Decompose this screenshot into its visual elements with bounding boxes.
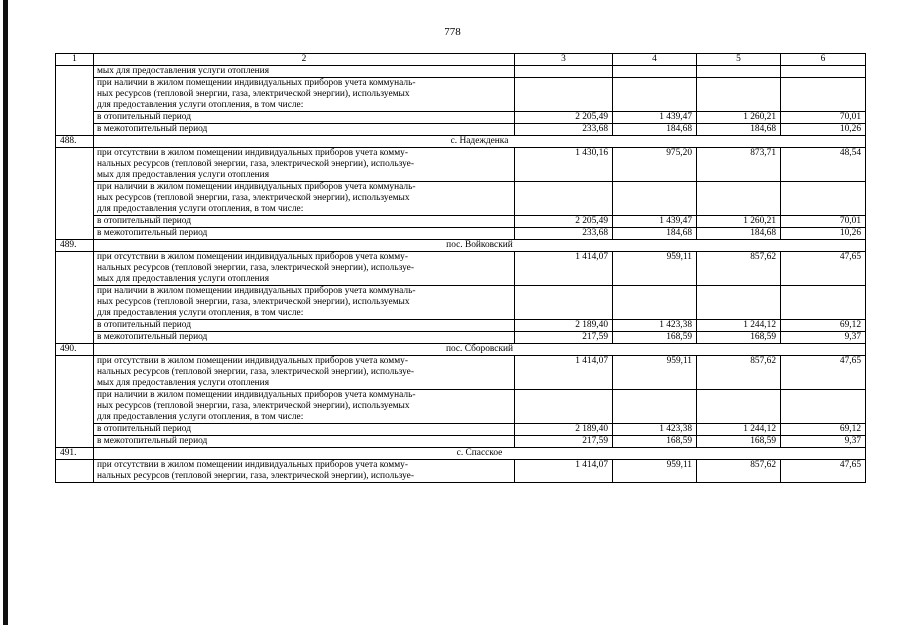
- description-row: [56, 182, 866, 216]
- value-col-4: [613, 182, 697, 216]
- value-col-5: 857,62: [697, 460, 781, 483]
- value-col-5: 857,62: [697, 252, 781, 286]
- value-col-5: 168,59: [697, 332, 781, 344]
- value-col-4: [613, 286, 697, 320]
- value-col-5: 184,68: [697, 124, 781, 136]
- period-row: [56, 124, 866, 136]
- description-line: нальных ресурсов (тепловой энергии, газа, электрической энергии), используе-: [97, 471, 414, 481]
- locality-name: пос. Войковский: [94, 240, 866, 252]
- description-line: мых для предоставления услуги отопления: [97, 274, 270, 284]
- description-line: при отсутствии в жилом помещении индивидуальных приборов учета комму-: [97, 460, 408, 470]
- value-col-4: 959,11: [613, 252, 697, 286]
- locality-name: с. Надежденка: [94, 136, 866, 148]
- value-col-4: 975,20: [613, 148, 697, 182]
- description-line: нальных ресурсов (тепловой энергии, газа, электрической энергии), используе-: [97, 367, 414, 377]
- period-row: [56, 216, 866, 228]
- description-line: в отопительный период: [97, 320, 191, 330]
- tariff-table: [55, 53, 866, 483]
- tariff-table-body: [56, 54, 866, 483]
- value-col-6: [781, 66, 866, 78]
- description-line: нальных ресурсов (тепловой энергии, газа, электрической энергии), используе-: [97, 263, 414, 273]
- value-col-4: [613, 78, 697, 112]
- row-number-spacer: [56, 460, 94, 483]
- period-row: [56, 320, 866, 332]
- value-col-5: 1 244,12: [697, 424, 781, 436]
- row-description: [94, 436, 515, 448]
- value-col-3: 2 205,49: [515, 216, 613, 228]
- period-row: [56, 112, 866, 124]
- value-col-6: [781, 286, 866, 320]
- row-description: [94, 356, 515, 390]
- description-line: ных ресурсов (тепловой энергии, газа, электрической энергии), используемых: [97, 297, 410, 307]
- value-col-5: 1 260,21: [697, 112, 781, 124]
- row-description: [94, 332, 515, 344]
- locality-row: [56, 344, 866, 356]
- row-number: 490.: [56, 344, 94, 356]
- period-row: [56, 228, 866, 240]
- page-number: 778: [444, 26, 461, 38]
- value-col-5: [697, 286, 781, 320]
- value-col-3: [515, 286, 613, 320]
- table-header-row: [56, 54, 866, 66]
- value-col-3: [515, 390, 613, 424]
- value-col-4: 184,68: [613, 124, 697, 136]
- page-binding-line: [3, 0, 8, 625]
- value-col-6: 47,65: [781, 252, 866, 286]
- row-description: [94, 66, 515, 78]
- row-description: [94, 424, 515, 436]
- row-description: [94, 216, 515, 228]
- row-number-spacer: [56, 356, 94, 448]
- description-row: [56, 148, 866, 182]
- value-col-3: [515, 66, 613, 78]
- row-description: [94, 252, 515, 286]
- description-row: [56, 460, 866, 483]
- row-description: [94, 78, 515, 112]
- value-col-6: 69,12: [781, 320, 866, 332]
- row-number: 488.: [56, 136, 94, 148]
- value-col-4: [613, 66, 697, 78]
- description-line: в межотопительный период: [97, 124, 208, 134]
- description-line: мых для предоставления услуги отопления: [97, 170, 270, 180]
- value-col-3: 1 430,16: [515, 148, 613, 182]
- description-line: в отопительный период: [97, 112, 191, 122]
- value-col-5: [697, 78, 781, 112]
- row-description: [94, 286, 515, 320]
- description-line: мых для предоставления услуги отопления: [97, 378, 270, 388]
- value-col-4: 184,68: [613, 228, 697, 240]
- value-col-6: 9,37: [781, 332, 866, 344]
- row-description: [94, 112, 515, 124]
- value-col-3: 2 189,40: [515, 424, 613, 436]
- column-header: 6: [781, 54, 866, 66]
- description-row: [56, 78, 866, 112]
- value-col-3: 1 414,07: [515, 356, 613, 390]
- value-col-6: 48,54: [781, 148, 866, 182]
- row-description: [94, 460, 515, 483]
- column-header: 4: [613, 54, 697, 66]
- row-number: 491.: [56, 448, 94, 460]
- value-col-5: [697, 66, 781, 78]
- description-line: для предоставления услуги отопления, в том числе:: [97, 100, 304, 110]
- value-col-6: 10,26: [781, 124, 866, 136]
- description-line: для предоставления услуги отопления, в том числе:: [97, 412, 304, 422]
- value-col-6: 10,26: [781, 228, 866, 240]
- row-description: [94, 182, 515, 216]
- description-line: в межотопительный период: [97, 228, 208, 238]
- period-row: [56, 436, 866, 448]
- value-col-5: 1 260,21: [697, 216, 781, 228]
- description-line: при отсутствии в жилом помещении индивидуальных приборов учета комму-: [97, 356, 408, 366]
- row-number-spacer: [56, 148, 94, 240]
- value-col-5: 857,62: [697, 356, 781, 390]
- value-col-3: 233,68: [515, 124, 613, 136]
- description-line: при отсутствии в жилом помещении индивидуальных приборов учета комму-: [97, 148, 408, 158]
- period-row: [56, 332, 866, 344]
- value-col-6: 9,37: [781, 436, 866, 448]
- description-line: при наличии в жилом помещении индивидуальных приборов учета коммуналь-: [97, 78, 416, 88]
- value-col-5: 168,59: [697, 436, 781, 448]
- column-header: 2: [94, 54, 515, 66]
- locality-name: пос. Сборовский: [94, 344, 866, 356]
- value-col-6: [781, 182, 866, 216]
- description-line: при наличии в жилом помещении индивидуальных приборов учета коммуналь-: [97, 182, 416, 192]
- description-line: в межотопительный период: [97, 436, 208, 446]
- row-number-spacer: [56, 66, 94, 136]
- value-col-4: 168,59: [613, 436, 697, 448]
- value-col-3: 217,59: [515, 436, 613, 448]
- value-col-3: 2 189,40: [515, 320, 613, 332]
- value-col-5: 1 244,12: [697, 320, 781, 332]
- value-col-3: 217,59: [515, 332, 613, 344]
- description-line: ных ресурсов (тепловой энергии, газа, электрической энергии), используемых: [97, 193, 410, 203]
- value-col-3: [515, 78, 613, 112]
- value-col-3: 233,68: [515, 228, 613, 240]
- description-line: в отопительный период: [97, 216, 191, 226]
- value-col-4: 1 439,47: [613, 216, 697, 228]
- description-line: в межотопительный период: [97, 332, 208, 342]
- description-row: [56, 390, 866, 424]
- value-col-3: 1 414,07: [515, 460, 613, 483]
- column-header: 5: [697, 54, 781, 66]
- value-col-5: [697, 182, 781, 216]
- value-col-5: 873,71: [697, 148, 781, 182]
- value-col-3: [515, 182, 613, 216]
- value-col-4: 1 423,38: [613, 424, 697, 436]
- value-col-4: 959,11: [613, 356, 697, 390]
- description-line: в отопительный период: [97, 424, 191, 434]
- value-col-4: 1 423,38: [613, 320, 697, 332]
- column-header: 1: [56, 54, 94, 66]
- period-row: [56, 424, 866, 436]
- description-line: для предоставления услуги отопления, в том числе:: [97, 308, 304, 318]
- locality-row: [56, 136, 866, 148]
- column-header: 3: [515, 54, 613, 66]
- value-col-6: 70,01: [781, 112, 866, 124]
- row-number-spacer: [56, 252, 94, 344]
- description-line: при наличии в жилом помещении индивидуальных приборов учета коммуналь-: [97, 286, 416, 296]
- value-col-5: [697, 390, 781, 424]
- value-col-4: 1 439,47: [613, 112, 697, 124]
- value-col-6: [781, 78, 866, 112]
- description-line: мых для предоставления услуги отопления: [97, 66, 270, 76]
- description-row: [56, 66, 866, 78]
- description-row: [56, 286, 866, 320]
- row-description: [94, 228, 515, 240]
- description-row: [56, 252, 866, 286]
- value-col-6: 47,65: [781, 356, 866, 390]
- description-line: ных ресурсов (тепловой энергии, газа, электрической энергии), используемых: [97, 89, 410, 99]
- value-col-3: 1 414,07: [515, 252, 613, 286]
- description-row: [56, 356, 866, 390]
- value-col-4: 168,59: [613, 332, 697, 344]
- row-description: [94, 124, 515, 136]
- description-line: при отсутствии в жилом помещении индивидуальных приборов учета комму-: [97, 252, 408, 262]
- row-description: [94, 390, 515, 424]
- value-col-5: 184,68: [697, 228, 781, 240]
- description-line: ных ресурсов (тепловой энергии, газа, электрической энергии), используемых: [97, 401, 410, 411]
- value-col-6: 69,12: [781, 424, 866, 436]
- row-description: [94, 148, 515, 182]
- row-number: 489.: [56, 240, 94, 252]
- value-col-6: [781, 390, 866, 424]
- value-col-4: [613, 390, 697, 424]
- value-col-3: 2 205,49: [515, 112, 613, 124]
- description-line: при наличии в жилом помещении индивидуальных приборов учета коммуналь-: [97, 390, 416, 400]
- row-description: [94, 320, 515, 332]
- description-line: для предоставления услуги отопления, в том числе:: [97, 204, 304, 214]
- locality-row: [56, 448, 866, 460]
- value-col-4: 959,11: [613, 460, 697, 483]
- value-col-6: 47,65: [781, 460, 866, 483]
- description-line: нальных ресурсов (тепловой энергии, газа, электрической энергии), используе-: [97, 159, 414, 169]
- locality-name: с. Спасское: [94, 448, 866, 460]
- locality-row: [56, 240, 866, 252]
- value-col-6: 70,01: [781, 216, 866, 228]
